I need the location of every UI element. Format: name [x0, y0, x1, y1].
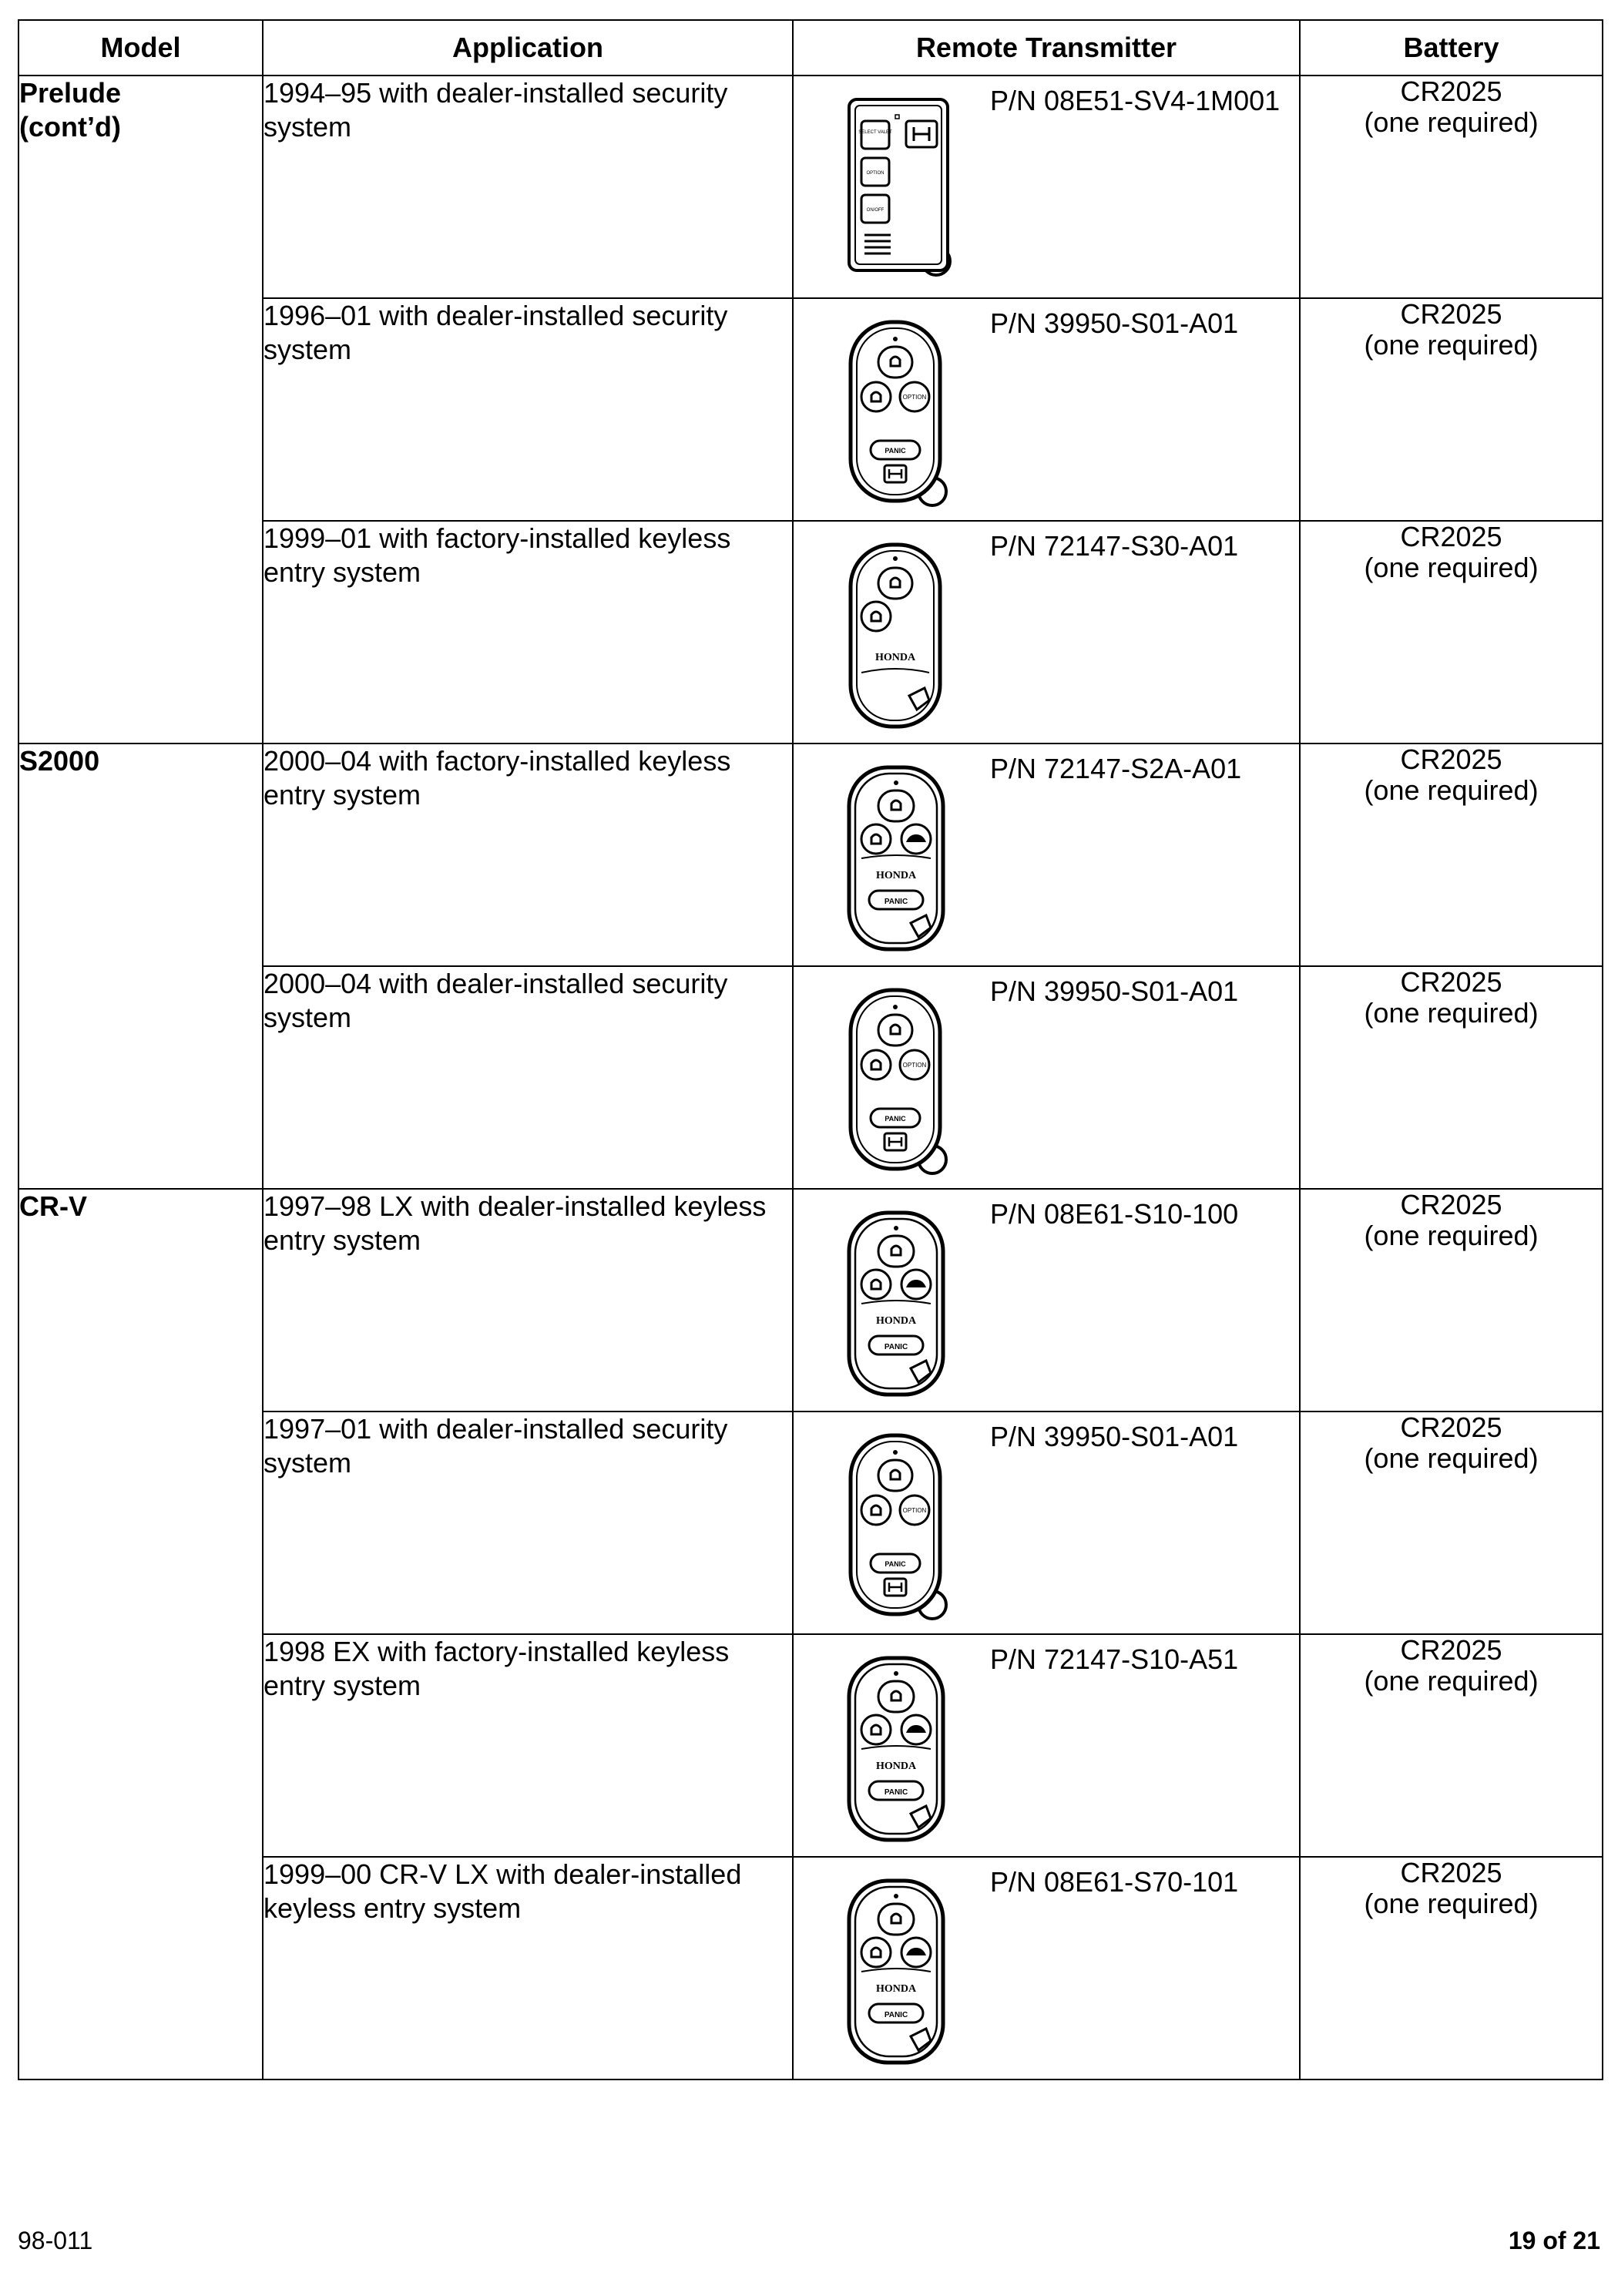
part-number: P/N 08E61-S10-100 — [990, 1198, 1239, 1230]
svg-text:OPTION: OPTION — [866, 171, 885, 176]
battery-quantity: (one required) — [1364, 1665, 1539, 1697]
battery-cell — [1300, 298, 1603, 521]
battery-quantity: (one required) — [1364, 106, 1539, 138]
header-battery: Battery — [1300, 20, 1603, 76]
table-row — [18, 744, 1603, 966]
remote-keyless-trunk-panic-icon — [840, 1203, 955, 1404]
remote-security-old-icon — [840, 90, 955, 290]
svg-text:PANIC: PANIC — [884, 1343, 908, 1351]
table-header-row — [18, 20, 1603, 76]
application-cell: 2000–04 with dealer-installed security system — [263, 966, 793, 1189]
svg-text:HONDA: HONDA — [875, 1761, 917, 1772]
battery-type: CR2025 — [1400, 1412, 1502, 1443]
remote-keyless-trunk-panic-icon — [840, 1649, 955, 1849]
header-application: Application — [263, 20, 793, 76]
battery-type: CR2025 — [1400, 966, 1502, 998]
application-cell: 1996–01 with dealer-installed security system — [263, 298, 793, 521]
svg-text:OPTION: OPTION — [902, 1062, 927, 1069]
model-name: CR-V — [19, 1190, 87, 1222]
remote-security-option-icon — [840, 1426, 955, 1626]
document-code: 98-011 — [18, 2227, 93, 2254]
svg-text:ON/OFF: ON/OFF — [866, 208, 885, 213]
model-cell — [18, 76, 263, 744]
battery-quantity: (one required) — [1364, 1442, 1539, 1474]
battery-quantity: (one required) — [1364, 1220, 1539, 1251]
svg-text:OPTION: OPTION — [902, 1507, 927, 1514]
remote-transmitter-cell — [793, 966, 1300, 1189]
battery-quantity: (one required) — [1364, 552, 1539, 583]
battery-quantity: (one required) — [1364, 1888, 1539, 1919]
remote-transmitter-cell — [793, 521, 1300, 744]
model-cell — [18, 1189, 263, 2079]
part-number: P/N 72147-S30-A01 — [990, 530, 1239, 562]
model-name: S2000 — [19, 745, 100, 777]
application-cell: 1999–01 with factory-installed keyless entry system — [263, 521, 793, 744]
battery-cell — [1300, 1634, 1603, 1857]
remote-transmitter-cell — [793, 298, 1300, 521]
battery-type: CR2025 — [1400, 76, 1502, 107]
svg-text:HONDA: HONDA — [875, 1315, 917, 1327]
battery-cell — [1300, 1412, 1603, 1634]
part-number: P/N 08E61-S70-101 — [990, 1866, 1239, 1898]
svg-text:PANIC: PANIC — [885, 447, 906, 455]
svg-text:HONDA: HONDA — [875, 1983, 917, 1995]
remote-keyless-trunk-panic-icon — [840, 1871, 955, 2072]
remote-security-option-icon — [840, 981, 955, 1181]
part-number: P/N 08E51-SV4-1M001 — [990, 85, 1281, 116]
battery-type: CR2025 — [1400, 298, 1502, 330]
application-cell: 1997–01 with dealer-installed security system — [263, 1412, 793, 1634]
battery-cell — [1300, 966, 1603, 1189]
svg-text:PANIC: PANIC — [884, 1788, 908, 1797]
part-number: P/N 39950-S01-A01 — [990, 975, 1239, 1007]
part-number: P/N 39950-S01-A01 — [990, 1421, 1239, 1452]
model-name: Prelude — [19, 77, 122, 109]
remote-transmitter-cell — [793, 744, 1300, 966]
battery-quantity: (one required) — [1364, 997, 1539, 1029]
remote-transmitter-cell — [793, 1412, 1300, 1634]
page-number: 19 of 21 — [1508, 2227, 1600, 2254]
battery-type: CR2025 — [1400, 1857, 1502, 1888]
application-cell: 1998 EX with factory-installed keyless entry system — [263, 1634, 793, 1857]
remote-transmitter-cell — [793, 76, 1300, 298]
part-number: P/N 72147-S2A-A01 — [990, 753, 1242, 784]
remote-transmitter-table — [18, 19, 1603, 2080]
model-name-continued: (cont’d) — [19, 111, 121, 143]
application-cell: 1997–98 LX with dealer-installed keyless entry system — [263, 1189, 793, 1412]
application-cell: 2000–04 with factory-installed keyless entry system — [263, 744, 793, 966]
battery-cell — [1300, 1189, 1603, 1412]
part-number: P/N 39950-S01-A01 — [990, 307, 1239, 339]
svg-text:PANIC: PANIC — [885, 1560, 906, 1568]
svg-text:HONDA: HONDA — [875, 870, 917, 881]
battery-type: CR2025 — [1400, 1189, 1502, 1220]
table-row — [18, 76, 1603, 298]
remote-transmitter-cell — [793, 1857, 1300, 2079]
battery-cell — [1300, 76, 1603, 298]
header-model: Model — [18, 20, 263, 76]
battery-type: CR2025 — [1400, 1634, 1502, 1666]
battery-quantity: (one required) — [1364, 329, 1539, 361]
svg-text:SELECT VALET: SELECT VALET — [858, 130, 892, 135]
application-cell: 1994–95 with dealer-installed security system — [263, 76, 793, 298]
application-cell: 1999–00 CR-V LX with dealer-installed keyless entry system — [263, 1857, 793, 2079]
remote-transmitter-cell — [793, 1189, 1300, 1412]
battery-cell — [1300, 1857, 1603, 2079]
remote-keyless-trunk-panic-icon — [840, 758, 955, 958]
header-remote-transmitter: Remote Transmitter — [793, 20, 1300, 76]
part-number: P/N 72147-S10-A51 — [990, 1643, 1239, 1675]
model-cell — [18, 744, 263, 1189]
battery-type: CR2025 — [1400, 744, 1502, 775]
table-row — [18, 1189, 1603, 1412]
svg-text:PANIC: PANIC — [884, 2011, 908, 2019]
svg-text:OPTION: OPTION — [902, 394, 927, 401]
remote-transmitter-cell — [793, 1634, 1300, 1857]
remote-keyless-two-button-icon — [840, 535, 955, 736]
battery-cell — [1300, 744, 1603, 966]
svg-text:PANIC: PANIC — [885, 1115, 906, 1123]
battery-quantity: (one required) — [1364, 774, 1539, 806]
battery-type: CR2025 — [1400, 521, 1502, 552]
remote-security-option-icon — [840, 313, 955, 513]
document-page — [18, 19, 1602, 2052]
battery-cell — [1300, 521, 1603, 744]
svg-text:PANIC: PANIC — [884, 898, 908, 906]
svg-text:HONDA: HONDA — [874, 652, 916, 663]
